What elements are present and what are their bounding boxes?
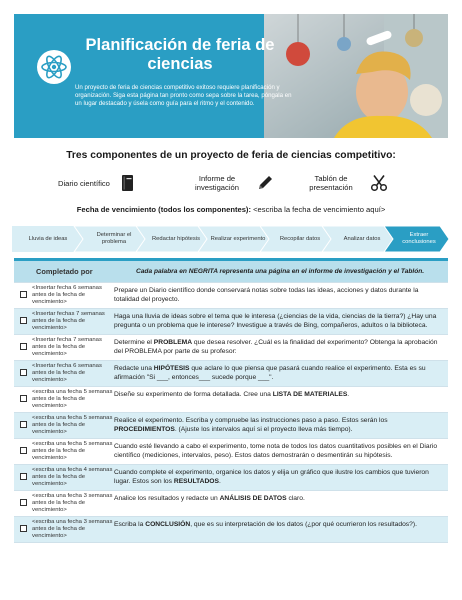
due-date-label: Fecha de vencimiento (todos los componentes): [76, 205, 251, 214]
pencil-icon [256, 174, 274, 192]
task-text: Realice el experimento. Escriba y compruebe las instrucciones paso a paso. Estos serán los [114, 417, 388, 424]
process-step-conclusions: Extraer conclusiones [402, 232, 436, 245]
component-science-journal [58, 170, 136, 196]
task-keyword: HIPÓTESIS [153, 365, 190, 372]
atom-icon [36, 49, 72, 85]
column-header-completed-by: Completado por [36, 267, 93, 276]
completion-date[interactable]: <escriba una fecha 3 semanas antes de la fecha de vencimiento> [32, 493, 113, 513]
task-checkbox[interactable] [20, 343, 27, 350]
task-description [114, 283, 448, 308]
task-text: , que es su interpretación de los datos (¿por qué ocurrieron los resultados?). [190, 521, 417, 528]
page-title-line1: Planificación de feria de [85, 36, 275, 54]
completion-date[interactable]: <Insertar fecha 7 semanas antes de la fecha de vencimiento> [32, 337, 102, 357]
task-checkbox[interactable] [20, 447, 27, 454]
task-keyword: ANÁLISIS DE DATOS [219, 495, 287, 502]
task-checkbox[interactable] [20, 369, 27, 376]
process-step-collect-data: Recopilar datos [279, 235, 321, 242]
process-step-brainstorm: Lluvia de ideas [28, 235, 68, 242]
schedule-table [14, 258, 448, 543]
page-title [70, 36, 290, 74]
due-date-line [14, 205, 448, 214]
task-text: Analice los resultados y redacte un [114, 495, 220, 502]
task-keyword: LISTA DE MATERIALES [272, 391, 348, 398]
task-text: . [347, 391, 350, 398]
process-step-problem: Determinar el problema [96, 232, 132, 245]
scissors-icon [370, 174, 388, 192]
completion-date[interactable]: <escriba una fecha 5 semanas antes de la fecha de vencimiento> [32, 389, 113, 409]
task-text: . [218, 478, 221, 485]
completion-date[interactable]: <Insertar fecha 6 semanas antes de la fecha de vencimiento> [32, 285, 102, 305]
table-row [14, 309, 448, 335]
table-row [14, 387, 448, 413]
page-title-line2: ciencias [147, 55, 213, 73]
completion-date[interactable]: <Insertar fecha 6 semanas antes de la fecha de vencimiento> [32, 363, 102, 383]
table-row [14, 439, 448, 465]
process-step-analyze-data: Analizar datos [343, 235, 381, 242]
table-row [14, 335, 448, 361]
checkbox-cell [14, 309, 32, 334]
header-photo [264, 14, 448, 138]
checkbox-cell [14, 335, 32, 360]
task-text: claro. [286, 495, 305, 502]
task-text: Cuando esté llevando a cabo el experimento, tome nota de todos los datos cuantitativos posibles en el Diario científico (mediciones, intervalos, peso). Estos datos demostrarán o desmentirán su hipótesis. [114, 443, 438, 459]
component-label: Tablón de presentación [309, 174, 353, 192]
completion-date[interactable]: <Insertar fechas 7 semanas antes de la fecha de vencimiento> [32, 311, 105, 331]
component-label: Informe de investigación [195, 174, 239, 192]
task-description [114, 413, 448, 438]
checkbox-cell [14, 439, 32, 464]
completion-date[interactable]: <escriba una fecha 5 semanas antes de la fecha de vencimiento> [32, 441, 113, 461]
task-text: Haga una lluvia de ideas sobre el tema que le interesa (¿ciencias de la vida, ciencias de la tierra?) ¿Hay una pregunta o un problema que le interese? Investigue a través de Bing, compañeros, adultos o la biblioteca. [114, 313, 437, 329]
checkbox-cell [14, 517, 32, 542]
task-checkbox[interactable] [20, 499, 27, 506]
task-checkbox[interactable] [20, 395, 27, 402]
task-checkbox[interactable] [20, 473, 27, 480]
task-text: que desea resolver. ¿Cuál es la finalidad del experimento? Obtenga la aprobación del PROBLEMA por parte de su profesor: [114, 339, 438, 355]
table-row [14, 465, 448, 491]
task-description [114, 491, 448, 516]
due-date-field[interactable]: <escriba la fecha de vencimiento aquí> [253, 205, 386, 214]
column-header-description: Cada palabra en NEGRITA representa una página en el informe de investigación y el Tablón. [136, 268, 425, 275]
task-text: que aclare lo que piensa que pasará cuando realice el experimento. Esta es su afirmación "Si ___, entonces___ sucede porque ___". [114, 365, 426, 381]
task-description [114, 361, 448, 386]
task-checkbox[interactable] [20, 317, 27, 324]
task-checkbox[interactable] [20, 525, 27, 532]
process-steps [12, 226, 450, 252]
table-row [14, 517, 448, 543]
task-text: . (Ajuste los intervalos aquí si el proyecto lleva más tiempo). [174, 426, 353, 433]
task-text: Prepare un Diario científico donde conservará notas sobre todas las ideas, acciones y datos durante la totalidad del proyecto. [114, 287, 419, 303]
table-row [14, 413, 448, 439]
table-row [14, 491, 448, 517]
completion-date[interactable]: <escriba una fecha 4 semanas antes de la fecha de vencimiento> [32, 467, 113, 487]
task-description [114, 387, 448, 412]
completion-date[interactable]: <escriba una fecha 5 semanas antes de la fecha de vencimiento> [32, 415, 113, 435]
checkbox-cell [14, 465, 32, 490]
task-text: Redacte una [114, 365, 154, 372]
component-research-report [186, 170, 274, 196]
task-text: Determine el [114, 339, 154, 346]
task-keyword: PROBLEMA [153, 339, 193, 346]
process-step-experiment: Realizar experimento [210, 235, 266, 242]
task-description [114, 309, 448, 334]
task-text: Diseñe su experimento de forma detallada. Cree una [114, 391, 273, 398]
task-description [114, 465, 448, 490]
task-checkbox[interactable] [20, 291, 27, 298]
task-description [114, 335, 448, 360]
task-text: Cuando complete el experimento, organice los datos y elija un gráfico que ilustre los cambios que tuvieron lugar. Estos son los [114, 469, 429, 485]
task-keyword: PROCEDIMIENTOS [114, 426, 175, 433]
table-row [14, 361, 448, 387]
task-keyword: RESULTADOS [173, 478, 219, 485]
table-row [14, 283, 448, 309]
component-display-board [300, 170, 388, 196]
header-banner [14, 14, 448, 138]
component-label: Diario científico [58, 178, 110, 188]
checkbox-cell [14, 491, 32, 516]
completion-date[interactable]: <escriba una fecha 3 semanas antes de la fecha de vencimiento> [32, 519, 113, 539]
task-description [114, 439, 448, 464]
task-keyword: CONCLUSIÓN [145, 521, 191, 528]
intro-text: Un proyecto de feria de ciencias competitivo exitoso requiere planificación y organización. Siga esta página tan pronto como sepa sobre la tarea, póngala en un lugar destacado y úsela como guía para el ritmo y el contenido. [75, 84, 292, 108]
checkbox-cell [14, 361, 32, 386]
task-description [114, 517, 448, 542]
task-checkbox[interactable] [20, 421, 27, 428]
checkbox-cell [14, 387, 32, 412]
table-header-row [14, 261, 448, 283]
process-step-hypothesis: Redactar hipótesis [151, 235, 200, 242]
components-heading: Tres componentes de un proyecto de feria de ciencias competitivo: [66, 150, 396, 161]
checkbox-cell [14, 283, 32, 308]
notebook-icon [118, 174, 136, 192]
task-text: Escriba la [114, 521, 146, 528]
checkbox-cell [14, 413, 32, 438]
